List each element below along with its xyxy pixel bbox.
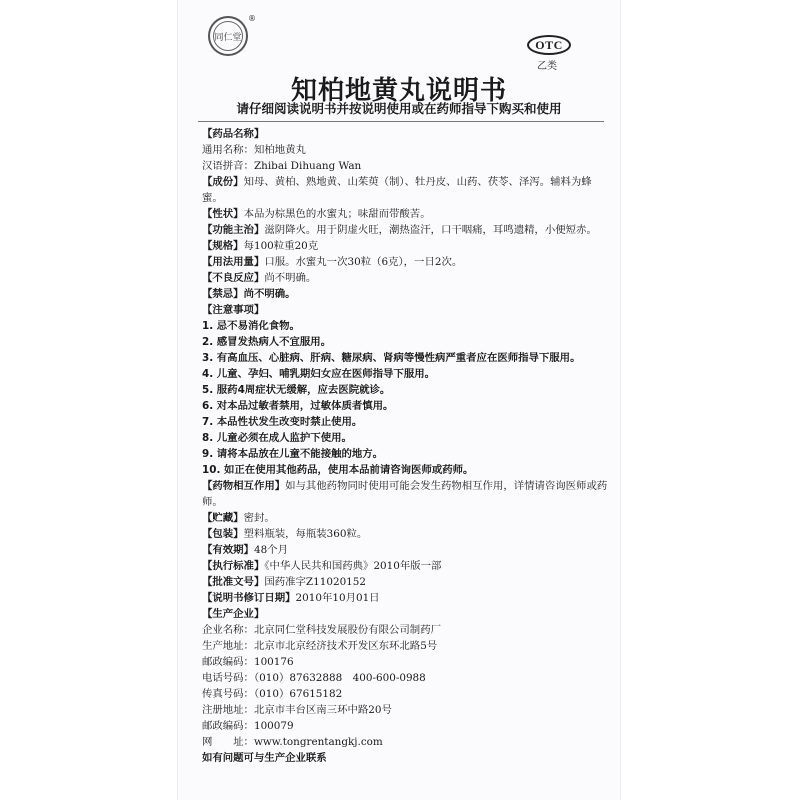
precautions-heading: 【注意事项】 xyxy=(202,304,265,316)
storage-section xyxy=(202,510,612,526)
properties-heading: 【性状】 xyxy=(202,208,244,220)
properties-section xyxy=(202,206,612,222)
pinyin-name: 汉语拼音：Zhibai Dihuang Wan xyxy=(202,160,362,172)
ingredients-section xyxy=(202,174,612,206)
interaction-heading: 【药物相互作用】 xyxy=(202,480,286,492)
interaction-section xyxy=(202,478,612,510)
manufacturer-line: 邮政编码：100079 xyxy=(202,720,294,732)
header-divider xyxy=(198,121,604,122)
manufacturer-line: 邮政编码：100176 xyxy=(202,656,294,668)
adverse-section xyxy=(202,270,612,286)
registered-mark: ® xyxy=(248,14,256,23)
contra-text: 尚不明确。 xyxy=(243,288,296,300)
precaution-item: 4. 儿童、孕妇、哺乳期妇女应在医师指导下服用。 xyxy=(202,368,435,380)
spec-heading: 【规格】 xyxy=(202,240,244,252)
manufacturer-line: 网 址：www.tongrentangkj.com xyxy=(202,736,383,748)
document-title: 知柏地黄丸说明书 xyxy=(290,76,507,106)
package-section xyxy=(202,526,612,542)
manufacturer-line: 生产地址：北京市北京经济技术开发区东环北路5号 xyxy=(202,640,438,652)
brand-logo xyxy=(208,16,248,56)
brand-logo-text: 同仁堂 xyxy=(213,21,243,51)
validity-section xyxy=(202,542,612,558)
adverse-heading: 【不良反应】 xyxy=(202,272,265,284)
dosage-section xyxy=(202,254,612,270)
leaflet-body xyxy=(202,126,612,766)
precaution-item: 9. 请将本品放在儿童不能接触的地方。 xyxy=(202,448,384,460)
package-text: 塑料瓶装，每瓶装360粒。 xyxy=(243,528,368,540)
indications-text: 滋阴降火。用于阴虚火旺，潮热盗汗，口干咽痛，耳鸣遗精，小便短赤。 xyxy=(264,224,597,236)
interaction-text: 如与其他药物同时使用可能会发生药物相互作用，详情请咨询医师或药师。 xyxy=(202,480,608,508)
precaution-item: 6. 对本品过敏者禁用，过敏体质者慎用。 xyxy=(202,400,394,412)
revision-heading: 【说明书修订日期】 xyxy=(202,592,296,604)
spec-section xyxy=(202,238,612,254)
adverse-text: 尚不明确。 xyxy=(264,272,317,284)
footer-note: 如有问题可与生产企业联系 xyxy=(202,752,327,764)
revision-section xyxy=(202,590,612,606)
manufacturer-line: 传真号码：（010）67615182 xyxy=(202,688,343,700)
precaution-item: 2. 感冒发热病人不宜服用。 xyxy=(202,336,332,348)
precaution-item: 5. 服药4周症状无缓解，应去医院就诊。 xyxy=(202,384,391,396)
precaution-item: 3. 有高血压、心脏病、肝病、糖尿病、肾病等慢性病严重者应在医师指导下服用。 xyxy=(202,352,581,364)
validity-heading: 【有效期】 xyxy=(202,544,254,556)
approval-heading: 【批准文号】 xyxy=(202,576,265,588)
precaution-item: 7. 本品性状发生改变时禁止使用。 xyxy=(202,416,363,428)
otc-class-label: 乙类 xyxy=(537,61,557,72)
indications-heading: 【功能主治】 xyxy=(202,224,265,236)
contra-section xyxy=(202,286,612,302)
standard-heading: 【执行标准】 xyxy=(202,560,265,572)
revision-text: 2010年10月01日 xyxy=(295,592,380,604)
standard-section xyxy=(202,558,612,574)
document-subtitle: 请仔细阅读说明书并按说明使用或在药师指导下购买和使用 xyxy=(236,101,562,116)
manufacturer-line: 电话号码：（010）87632888 400-600-0988 xyxy=(202,672,426,684)
precaution-item: 1. 忌不易消化食物。 xyxy=(202,320,300,332)
spec-text: 每100粒重20克 xyxy=(243,240,319,252)
storage-heading: 【贮藏】 xyxy=(202,512,244,524)
dosage-text: 口服。水蜜丸一次30粒（6克），一日2次。 xyxy=(264,256,463,268)
dosage-heading: 【用法用量】 xyxy=(202,256,265,268)
ingredients-text: 知母、黄柏、熟地黄、山茱萸（制）、牡丹皮、山药、茯苓、泽泻。辅料为蜂蜜。 xyxy=(202,176,592,204)
storage-text: 密封。 xyxy=(243,512,275,524)
drug-name-heading: 【药品名称】 xyxy=(202,128,265,140)
precaution-item: 10. 如正在使用其他药品，使用本品前请咨询医师或药师。 xyxy=(202,464,474,476)
indications-section xyxy=(202,222,612,238)
manufacturer-line: 企业名称：北京同仁堂科技发展股份有限公司制药厂 xyxy=(202,624,441,636)
approval-section xyxy=(202,574,612,590)
ingredients-heading: 【成份】 xyxy=(202,176,244,188)
precaution-item: 8. 儿童必须在成人监护下使用。 xyxy=(202,432,352,444)
standard-text: 《中华人民共和国药典》2010年版一部 xyxy=(264,560,442,572)
common-name: 通用名称：知柏地黄丸 xyxy=(202,144,306,156)
manufacturer-line: 注册地址：北京市丰台区南三环中路20号 xyxy=(202,704,392,716)
manufacturer-heading: 【生产企业】 xyxy=(202,608,265,620)
contra-heading: 【禁忌】 xyxy=(202,288,244,300)
approval-text: 国药准字Z11020152 xyxy=(264,576,367,588)
otc-badge: OTC xyxy=(527,35,571,55)
validity-text: 48个月 xyxy=(253,544,288,556)
properties-text: 本品为棕黑色的水蜜丸；味甜而带酸苦。 xyxy=(243,208,431,220)
package-heading: 【包装】 xyxy=(202,528,244,540)
